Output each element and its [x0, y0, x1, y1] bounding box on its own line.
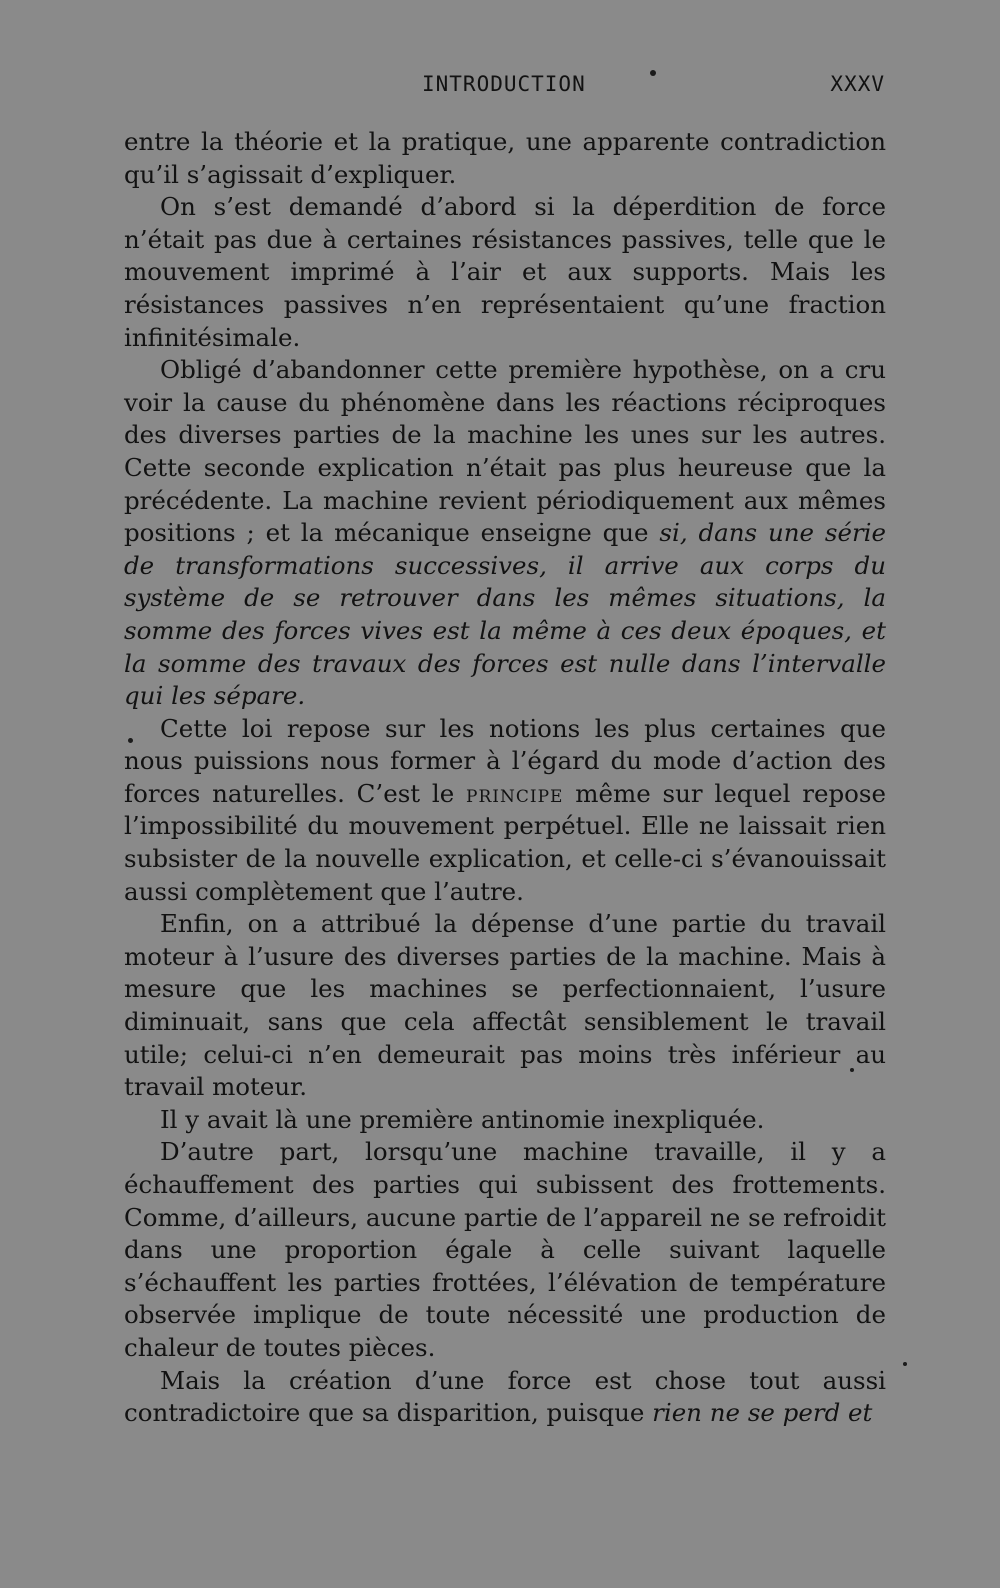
- paragraph: [124, 713, 886, 909]
- ink-blot: [903, 1362, 907, 1366]
- paragraph-text: Mais la création d’une force est chose tout aussi contradictoire que sa disparition, puisque: [124, 1365, 886, 1428]
- body-text: [124, 126, 886, 1430]
- italic-text: si, dans une série de transformations successives, il arrive aux corps du système de se retrouver dans les mêmes situations, la somme des forces vives est la même à ces deux époques, et la somme des travaux des forces est nulle dans l’intervalle qui les sépare.: [124, 518, 886, 711]
- italic-text: rien ne se perd et: [652, 1398, 873, 1428]
- paragraph: Enfin, on a attribué la dépense d’une partie du travail moteur à l’usure des diverses parties de la machine. Mais à mesure que les machines se perfectionnaient, l’usure diminuait, sans que cela affectât sensiblement le travail utile; celui-ci n’en demeurait pas moins très inférieur au travail moteur.: [124, 909, 886, 1102]
- paragraph-text: Obligé d’abandonner cette première hypothèse, on a cru voir la cause du phénomène dans les réactions réciproques des diverses parties de la machine les unes sur les autres. Cette seconde explication n’était pas plus heureuse que la précédente. La machine revient périodiquement aux mêmes positions ; et la mécanique enseigne que: [124, 355, 886, 548]
- small-caps-text: principe: [466, 778, 564, 808]
- paragraph: [124, 1365, 886, 1430]
- running-title: INTRODUCTION: [422, 72, 586, 96]
- running-head: [120, 72, 890, 102]
- paragraph-text: Cette loi repose sur les notions les plus certaines que nous puissions nous former à l’égard du mode d’action des forces naturelles. C’est le: [124, 713, 886, 808]
- paragraph: On s’est demandé d’abord si la déperdition de force n’était pas due à certaines résistances passives, telle que le mouvement imprimé à l’air et aux supports. Mais les résistances passives n’en représentaient qu’une fraction infinitésimale.: [124, 192, 886, 352]
- paragraph: Il y avait là une première antinomie inexpliquée.: [160, 1104, 765, 1134]
- ink-blot: [650, 70, 656, 76]
- paragraph-text: même sur lequel repose l’impossibilité du mouvement perpétuel. Elle ne laissait rien subsister de la nouvelle explication, et celle-ci s’évanouissait aussi complètement que l’autre.: [124, 778, 887, 906]
- page-number: XXXV: [830, 72, 885, 96]
- paragraph: [124, 354, 886, 713]
- paragraph: entre la théorie et la pratique, une apparente contradiction qu’il s’agissait d’expliquer.: [124, 127, 886, 189]
- paragraph: D’autre part, lorsqu’une machine travaille, il y a échauffement des parties qui subissent des frottements. Comme, d’ailleurs, aucune partie de l’appareil ne se refroidit dans une proportion égale à celle suivant laquelle s’échauffent les parties frottées, l’élévation de température observée implique de toute nécessité une production de chaleur de toutes pièces.: [124, 1137, 886, 1362]
